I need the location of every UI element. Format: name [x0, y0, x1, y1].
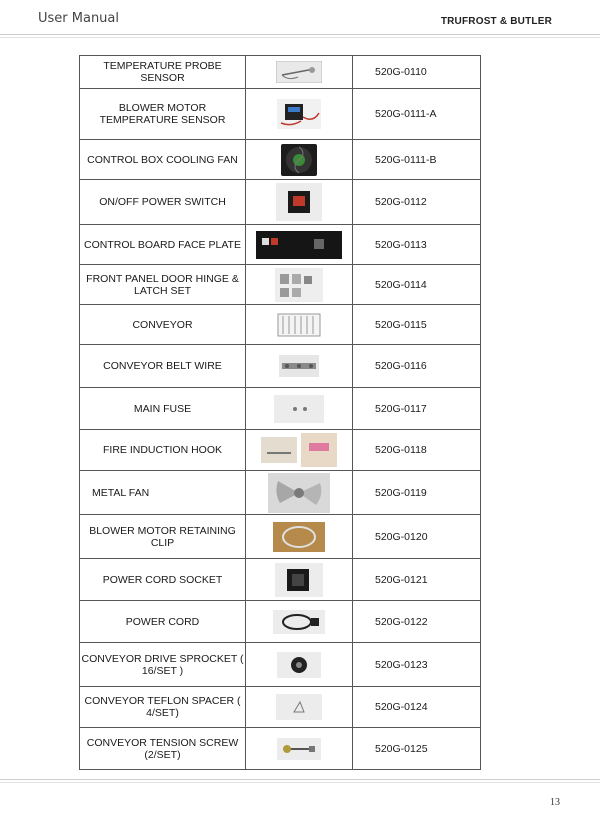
part-description: CONVEYOR DRIVE SPROCKET ( 16/SET ): [80, 643, 246, 687]
fuse-icon: [274, 395, 324, 423]
hinge-latch-icon: [275, 268, 323, 302]
brand-logo: TRUFROST & BUTLER: [440, 16, 552, 27]
part-code: 520G-0114: [353, 265, 481, 305]
part-description: MAIN FUSE: [80, 388, 246, 430]
conveyor-icon: [277, 313, 321, 337]
blower-sensor-icon: [277, 99, 321, 129]
table-row: [80, 643, 481, 687]
part-image: [246, 728, 353, 770]
power-cord-icon: [273, 610, 325, 634]
part-code: 520G-0122: [353, 601, 481, 643]
part-code: 520G-0111-B: [353, 140, 481, 180]
part-code: 520G-0115: [353, 305, 481, 345]
part-code: 520G-0125: [353, 728, 481, 770]
footer-rule-secondary: [0, 782, 600, 783]
power-switch-icon: [276, 183, 322, 221]
table-row: [80, 305, 481, 345]
teflon-spacer-icon: [276, 694, 322, 720]
header-rule: [0, 34, 600, 35]
part-description: BLOWER MOTOR TEMPERATURE SENSOR: [80, 89, 246, 140]
part-description: CONVEYOR TENSION SCREW (2/SET): [80, 728, 246, 770]
footer-rule: [0, 779, 600, 780]
table-row: [80, 140, 481, 180]
part-description: FIRE INDUCTION HOOK: [80, 430, 246, 471]
part-description: FRONT PANEL DOOR HINGE & LATCH SET: [80, 265, 246, 305]
table-row: [80, 56, 481, 89]
part-description: CONVEYOR: [80, 305, 246, 345]
part-image: [246, 515, 353, 559]
table-row: [80, 180, 481, 225]
table-row: [80, 515, 481, 559]
part-image: [246, 687, 353, 728]
part-code: 520G-0117: [353, 388, 481, 430]
tension-screw-icon: [277, 738, 321, 760]
part-description: POWER CORD SOCKET: [80, 559, 246, 601]
part-code: 520G-0124: [353, 687, 481, 728]
table-row: [80, 345, 481, 388]
table-row: [80, 601, 481, 643]
part-description: CONVEYOR TEFLON SPACER ( 4/SET): [80, 687, 246, 728]
face-plate-icon: [256, 231, 342, 259]
part-code: 520G-0119: [353, 471, 481, 515]
table-row: [80, 559, 481, 601]
probe-sensor-icon: [276, 61, 322, 83]
part-image: [246, 225, 353, 265]
part-image: [246, 430, 353, 471]
part-description: CONTROL BOARD FACE PLATE: [80, 225, 246, 265]
part-description: POWER CORD: [80, 601, 246, 643]
part-image: [246, 89, 353, 140]
part-image: [246, 388, 353, 430]
cord-socket-icon: [275, 563, 323, 597]
part-code: 520G-0118: [353, 430, 481, 471]
part-image: [246, 180, 353, 225]
metal-fan-icon: [268, 473, 330, 513]
table-row: [80, 388, 481, 430]
part-image: [246, 559, 353, 601]
part-image: [246, 471, 353, 515]
table-row: [80, 265, 481, 305]
part-image: [246, 56, 353, 89]
table-row: [80, 430, 481, 471]
part-image: [246, 643, 353, 687]
table-row: [80, 687, 481, 728]
part-code: 520G-0111-A: [353, 89, 481, 140]
part-code: 520G-0123: [353, 643, 481, 687]
part-description: CONVEYOR BELT WIRE: [80, 345, 246, 388]
part-code: 520G-0112: [353, 180, 481, 225]
belt-wire-icon: [279, 355, 319, 377]
induction-hook-icon: [261, 433, 337, 467]
part-code: 520G-0120: [353, 515, 481, 559]
cooling-fan-icon: [279, 143, 319, 177]
table-row: [80, 225, 481, 265]
table-row: [80, 728, 481, 770]
manual-title: User Manual: [38, 11, 120, 26]
part-code: 520G-0116: [353, 345, 481, 388]
parts-table: [79, 55, 481, 770]
page-number: 13: [550, 797, 560, 808]
sprocket-icon: [277, 652, 321, 678]
header-rule-secondary: [0, 37, 600, 38]
part-description: METAL FAN: [80, 471, 246, 515]
retaining-clip-icon: [273, 522, 325, 552]
part-code: 520G-0110: [353, 56, 481, 89]
part-description: ON/OFF POWER SWITCH: [80, 180, 246, 225]
part-image: [246, 305, 353, 345]
part-description: TEMPERATURE PROBE SENSOR: [80, 56, 246, 89]
table-row: [80, 89, 481, 140]
part-description: CONTROL BOX COOLING FAN: [80, 140, 246, 180]
part-image: [246, 265, 353, 305]
table-row: [80, 471, 481, 515]
part-code: 520G-0121: [353, 559, 481, 601]
part-code: 520G-0113: [353, 225, 481, 265]
part-description: BLOWER MOTOR RETAINING CLIP: [80, 515, 246, 559]
part-image: [246, 140, 353, 180]
part-image: [246, 601, 353, 643]
part-image: [246, 345, 353, 388]
